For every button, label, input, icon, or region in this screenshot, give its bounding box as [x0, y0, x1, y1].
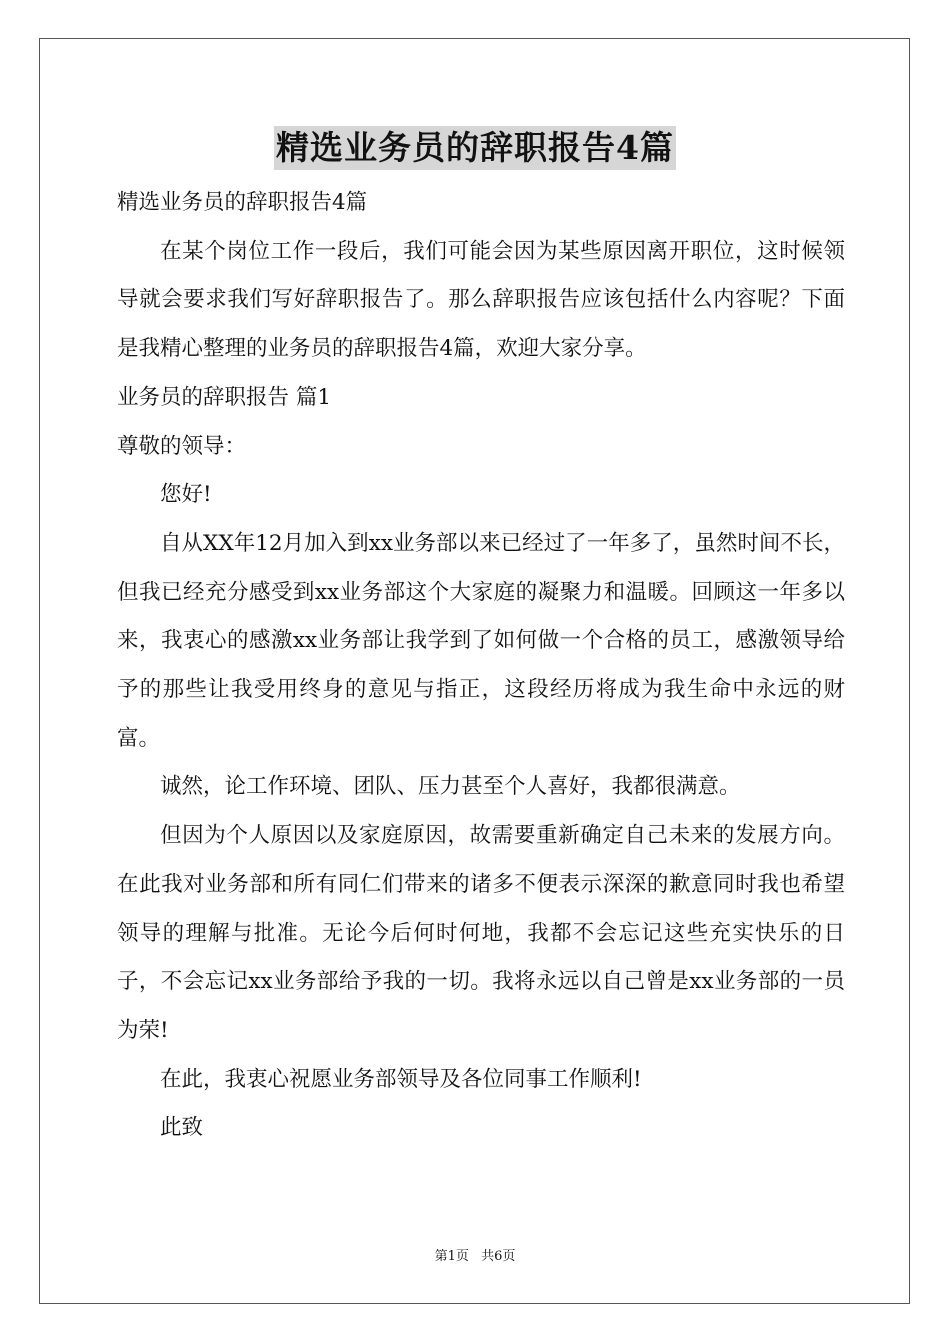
closing-wish: 在此，我衷心祝愿业务部领导及各位同事工作顺利!	[160, 1066, 642, 1092]
salutation: 尊敬的领导：	[117, 433, 247, 459]
intro-paragraph: 在某个岗位工作一段后，我们可能会因为某些原因离开职位，这时候领导就会要求我们写好辞职报告了。那么辞职报告应该包括什么内容呢？下面是我精心整理的业务员的辞职报告4篇，欢迎大家分享。	[117, 238, 845, 362]
title-container	[0, 126, 950, 170]
page-total: 共6页	[481, 1249, 516, 1264]
document-title: 精选业务员的辞职报告4篇	[274, 126, 676, 170]
section-heading: 业务员的辞职报告 篇1	[117, 384, 332, 410]
page-number: 第1页	[434, 1249, 469, 1264]
body-paragraph: 诚然，论工作环境、团队、压力甚至个人喜好，我都很满意。	[160, 774, 741, 800]
page-footer	[0, 1249, 950, 1265]
body-paragraph: 自从XX年12月加入到xx业务部以来已经过了一年多了，虽然时间不长，但我已经充分感受到xx业务部这个大家庭的凝聚力和温暖。回顾这一年多以来，我衷心的感激xx业务部让我学到了如何做一个合格的员工，感激领导给予的那些让我受用终身的意见与指正，这段经历将成为我生命中永远的财富。	[117, 530, 845, 751]
document-body	[117, 179, 845, 1153]
greeting: 您好!	[160, 482, 212, 508]
body-paragraph: 但因为个人原因以及家庭原因，故需要重新确定自己未来的发展方向。在此我对业务部和所有同仁们带来的诸多不便表示深深的歉意同时我也希望领导的理解与批准。无论今后何时何地，我都不会忘记这些充实快乐的日子，不会忘记xx业务部给予我的一切。我将永远以自己曾是xx业务部的一员为荣!	[117, 823, 845, 1043]
document-subtitle: 精选业务员的辞职报告4篇	[117, 190, 368, 215]
closing-phrase: 此致	[160, 1115, 204, 1141]
